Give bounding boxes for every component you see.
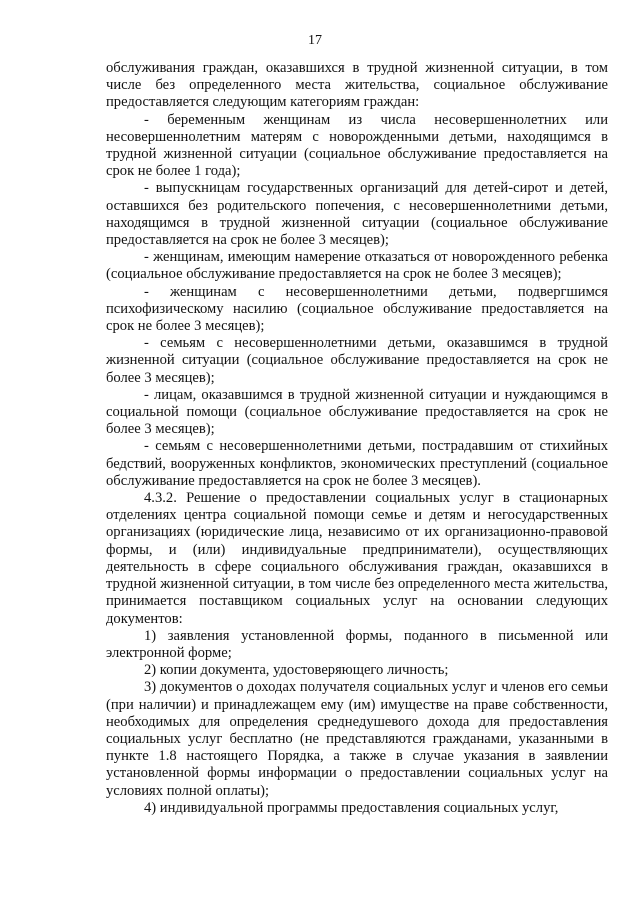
list-item-violence-victims: - женщинам с несовершеннолетними детьми, подвергшимся психофизическому насилию (социальное обслуживание предоставляется на срок не более 3 месяцев); (106, 283, 608, 335)
doc-item-3-income: 3) документов о доходах получателя социальных услуг и членов его семьи (при наличии) и принадлежащем ему (им) имуществе на праве собственности, необходимых для определения среднедушевого дохода для предоставления социальных услуг бесплатно (не представляются гражданами, указанными в пункте 1.8 настоящего Порядка, а также в случае указания в заявлении установленной формы информации о предоставлении социальных услуг на условиях полной оплаты); (106, 679, 608, 799)
doc-item-2-id-copy: 2) копии документа, удостоверяющего личность; (144, 662, 449, 679)
list-item-persons-in-need: - лицам, оказавшимся в трудной жизненной ситуации и нуждающимся в социальной помощи (социальное обслуживание предоставляется на срок не более 3 месяцев); (106, 386, 608, 438)
paragraph-intro: обслуживания граждан, оказавшихся в трудной жизненной ситуации, в том числе без определенного места жительства, социальное обслуживание предоставляется следующим категориям граждан: (106, 60, 608, 111)
doc-item-1-application: 1) заявления установленной формы, поданного в письменной или электронной форме; (106, 627, 608, 661)
list-item-pregnant-women: - беременным женщинам из числа несовершеннолетних или несовершеннолетним матерям с новорожденными детьми, находящимся в трудной жизненной ситуации (социальное обслуживание предоставляется на срок не более 1 года); (106, 111, 608, 180)
doc-item-4-program: 4) индивидуальной программы предоставления социальных услуг, (144, 799, 559, 816)
list-item-orphan-graduates: - выпускницам государственных организаций для детей-сирот и детей, оставшихся без родительского попечения, с несовершеннолетними детьми, находящимся в трудной жизненной ситуации (социальное обслуживание предоставляется на срок не более 3 месяцев); (106, 180, 608, 249)
list-item-disaster-families: - семьям с несовершеннолетними детьми, пострадавшим от стихийных бедствий, вооруженных конфликтов, экономических преступлений (социальное обслуживание предоставляется на срок не более 3 месяцев). (106, 438, 608, 489)
list-item-newborn-refusal: - женщинам, имеющим намерение отказаться от новорожденного ребенка (социальное обслуживание предоставляется на срок не более 3 месяцев); (106, 249, 608, 283)
paragraph-4-3-2: 4.3.2. Решение о предоставлении социальных услуг в стационарных отделениях центра социальной помощи семье и детям и негосударственных организациях (юридические лица, независимо от их организационно-правовой формы, и (или) индивидуальные предприниматели), осуществляющих деятельность в сфере социального обслуживания граждан, оказавшихся в трудной жизненной ситуации, в том числе без определенного места жительства, принимается поставщиком социальных услуг на основании следующих документов: (106, 490, 608, 627)
page-number: 17 (308, 33, 322, 48)
document-body (106, 60, 608, 817)
list-item-families-difficult: - семьям с несовершеннолетними детьми, оказавшимся в трудной жизненной ситуации (социальное обслуживание предоставляется на срок не более 3 месяцев); (106, 335, 608, 386)
